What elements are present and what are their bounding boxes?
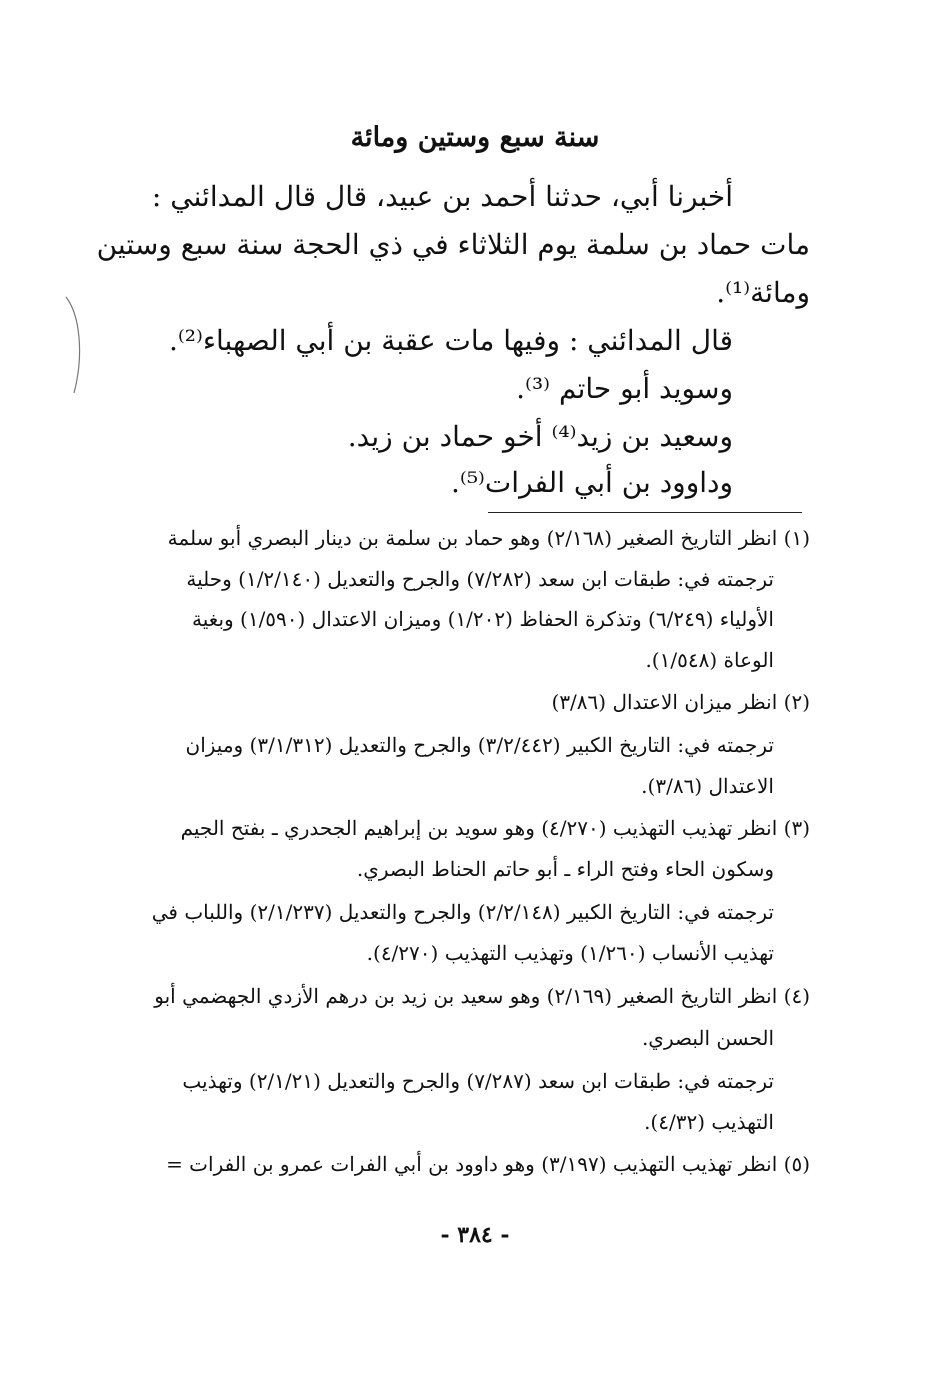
footnote-line: الاعتدال (٣/٨٦). xyxy=(641,774,774,798)
footnote-line: ترجمته في: التاريخ الكبير (٣/٢/٤٤٢) والجرح والتعديل (٣/١/٣١٢) وميزان xyxy=(185,733,774,757)
footnote-line: التهذيب (٤/٣٢). xyxy=(644,1110,774,1134)
footnote-line: ترجمته في: طبقات ابن سعد (٧/٢٨٢) والجرح والتعديل (١/٢/١٤٠) وحلية xyxy=(186,567,774,591)
body-line: وسويد أبو حاتم ⁽³⁾. xyxy=(516,372,733,405)
footnote-line: ترجمته في: التاريخ الكبير (٢/٢/١٤٨) والجرح والتعديل (٢/١/٢٣٧) واللباب في xyxy=(151,900,774,924)
body-line: قال المدائني : وفيها مات عقبة بن أبي الصهباء⁽²⁾. xyxy=(168,324,733,357)
body-line: أخبرنا أبي، حدثنا أحمد بن عبيد، قال قال المدائني : xyxy=(151,180,733,213)
page-heading: سنة سبع وستين ومائة xyxy=(350,122,600,153)
body-line: وسعيد بن زيد⁽⁴⁾ أخو حماد بن زيد. xyxy=(347,420,733,453)
footnote-line: الحسن البصري. xyxy=(641,1026,774,1050)
footnote-line: الوعاة (١/٥٤٨). xyxy=(645,648,774,672)
footnote-line: ترجمته في: طبقات ابن سعد (٧/٢٨٧) والجرح والتعديل (٢/١/٢١) وتهذيب xyxy=(182,1069,774,1093)
page-number: - ٣٨٤ - xyxy=(440,1222,510,1248)
footnote-line: وسكون الحاء وفتح الراء ـ أبو حاتم الحناط البصري. xyxy=(356,857,774,881)
body-line: مات حماد بن سلمة يوم الثلاثاء في ذي الحجة سنة سبع وستين xyxy=(96,228,810,261)
footnote-line: (٣) انظر تهذيب التهذيب (٤/٢٧٠) وهو سويد بن إبراهيم الجحدري ـ بفتح الجيم xyxy=(180,816,810,840)
footnote-line: الأولياء (٦/٢٤٩) وتذكرة الحفاظ (١/٢٠٢) وميزان الاعتدال (١/٥٩٠) وبغية xyxy=(192,607,774,631)
footnote-separator xyxy=(488,512,802,513)
footnote-line: (٥) انظر تهذيب التهذيب (٣/١٩٧) وهو داوود بن أبي الفرات عمرو بن الفرات = xyxy=(166,1152,810,1176)
footnote-line: (١) انظر التاريخ الصغير (٢/١٦٨) وهو حماد بن سلمة بن دينار البصري أبو سلمة xyxy=(167,526,810,550)
body-line: ومائة⁽¹⁾. xyxy=(716,276,810,309)
body-line: وداوود بن أبي الفرات⁽⁵⁾. xyxy=(451,466,733,499)
footnote-line: (٤) انظر التاريخ الصغير (٢/١٦٩) وهو سعيد بن زيد بن درهم الأزدي الجهضمي أبو xyxy=(154,984,810,1008)
footnote-line: تهذيب الأنساب (١/٢٦٠) وتهذيب التهذيب (٤/٢٧٠). xyxy=(366,941,774,965)
margin-mark-icon xyxy=(60,295,86,395)
footnote-line: (٢) انظر ميزان الاعتدال (٣/٨٦) xyxy=(551,690,810,714)
